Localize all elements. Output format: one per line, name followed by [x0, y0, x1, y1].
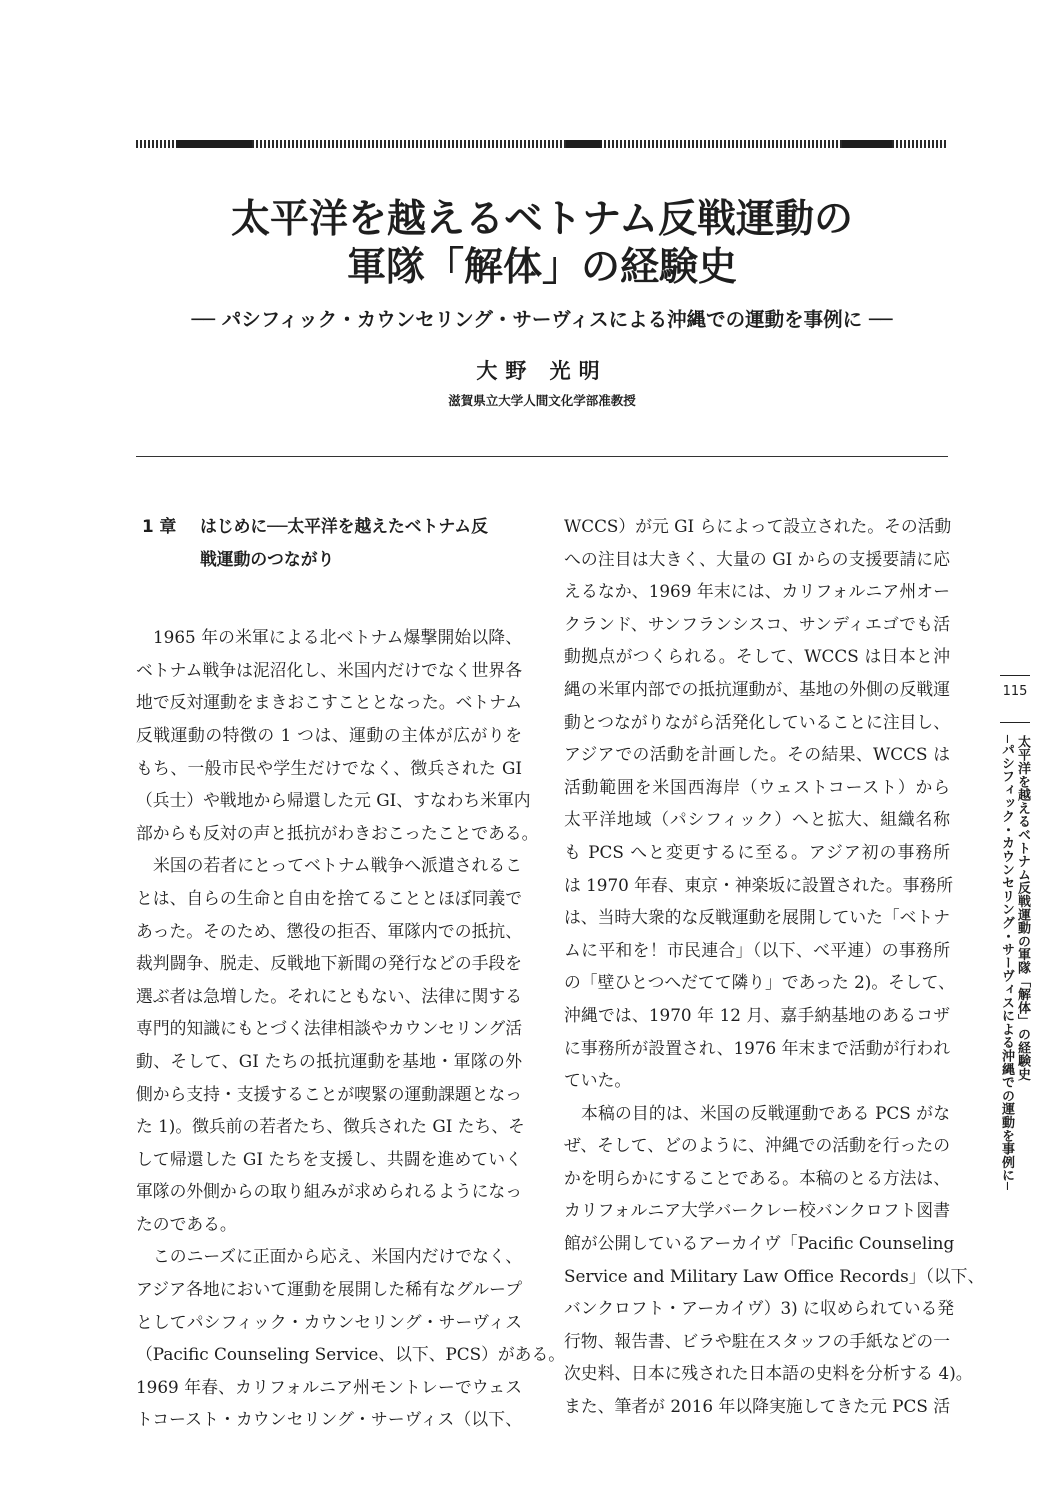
body-line: また、筆者が 2016 年以降実施してきた元 PCS 活 — [564, 1396, 950, 1417]
body-line: 1969 年春、カリフォルニア州モントレーでウェス — [136, 1376, 522, 1397]
body-line: 軍隊の外側からの取り組みが求められるようになっ — [136, 1181, 522, 1202]
page-number-rule-top — [1000, 675, 1030, 676]
chapter-title-line-1: はじめに──太平洋を越えたベトナム反 — [200, 516, 488, 536]
body-line: 反戦運動の特徴の 1 つは、運動の主体が広がりを — [136, 724, 522, 745]
chapter-number: 1 章 — [142, 516, 177, 536]
body-line: たのである。 — [136, 1213, 237, 1234]
body-line: 部からも反対の声と抵抗がわきおこったことである。 — [136, 822, 539, 843]
body-line: ベトナム戦争は泥沼化し、米国内だけでなく世界各 — [136, 659, 522, 680]
page-number: 115 — [1002, 684, 1028, 699]
page-number-rule-bottom — [1000, 722, 1030, 723]
chapter-heading — [136, 510, 522, 543]
chapter-title-line-2: 戦運動のつながり — [200, 548, 335, 569]
author-affiliation: 滋賀県立大学人間文化学部准教授 — [448, 393, 636, 408]
spacer — [136, 575, 522, 621]
body-line: このニーズに正面から応え、米国内だけでなく、 — [153, 1246, 523, 1267]
running-title-line-1: 太平洋を越えるベトナム反戦運動の軍隊「解体」の経験史 — [1015, 735, 1030, 1081]
body-line: （兵士）や戦地から帰還した元 GI、すなわち米軍内 — [136, 790, 531, 811]
body-line: も PCS へと変更するに至る。アジア初の事務所 — [564, 841, 950, 862]
body-line: アジア各地において運動を展開した稀有なグループ — [136, 1279, 522, 1300]
body-line: 動、そして、GI たちの抵抗運動を基地・軍隊の外 — [136, 1050, 522, 1071]
body-line: 太平洋地域（パシフィック）へと拡大、組織名称 — [564, 809, 950, 830]
body-line: 側から支持・支援することが喫緊の運動課題となっ — [136, 1083, 522, 1104]
article-subtitle: ── パシフィック・カウンセリング・サーヴィスによる沖縄での運動を事例に ── — [191, 308, 893, 331]
body-line: への注目は大きく、大量の GI からの支援要請に応 — [564, 548, 950, 569]
body-line: えるなか、1969 年末には、カリフォルニア州オー — [564, 581, 950, 602]
running-title-line-2: ─パシフィック・カウンセリング・サーヴィスによる沖縄での運動を事例に─ — [999, 735, 1014, 1191]
article-title-line-2: 軍隊「解体」の経験史 — [346, 245, 737, 290]
body-line: アジアでの活動を計画した。その結果、WCCS は — [564, 744, 950, 765]
body-line: 選ぶ者は急増した。それにともない、法律に関する — [136, 985, 522, 1006]
body-line: バンクロフト・アーカイヴ）3) に収められている発 — [564, 1298, 955, 1319]
body-line: して帰還した GI たちを支援し、共闘を進めていく — [136, 1148, 522, 1169]
body-line: 専門的知識にもとづく法律相談やカウンセリング活 — [136, 1018, 522, 1039]
body-line: Service and Military Law Office Records」（以下、 — [564, 1265, 985, 1286]
body-line: トコースト・カウンセリング・サーヴィス（以下、 — [136, 1409, 522, 1430]
body-line: の「壁ひとつへだてて隣り」であった 2)。そして、 — [564, 972, 955, 993]
body-line: 本稿の目的は、米国の反戦運動である PCS がな — [581, 1102, 950, 1123]
body-line: ムに平和を！市民連合」（以下、べ平連）の事務所 — [564, 939, 950, 960]
article-title-line-1: 太平洋を越えるベトナム反戦運動の — [230, 197, 854, 242]
body-line: もち、一般市民や学生だけでなく、徴兵された GI — [136, 757, 522, 778]
left-column — [136, 510, 566, 1436]
body-line: 館が公開しているアーカイヴ「Pacific Counseling — [564, 1233, 955, 1254]
body-line: WCCS）が元 GI らによって設立された。その活動 — [564, 516, 952, 536]
body-line: 行物、報告書、ビラや駐在スタッフの手紙などの一 — [564, 1330, 950, 1351]
right-column — [564, 510, 985, 1423]
body-line: ていた。 — [564, 1070, 632, 1091]
body-line: とは、自らの生命と自由を捨てることとほぼ同義で — [136, 887, 522, 908]
body-line: は、当時大衆的な反戦運動を展開していた「ベトナ — [564, 907, 950, 928]
body-line: クランド、サンフランシスコ、サンディエゴでも活 — [564, 613, 950, 634]
body-line: かを明らかにすることである。本稿のとる方法は、 — [564, 1167, 950, 1188]
body-line: 米国の若者にとってベトナム戦争へ派遣されるこ — [153, 855, 522, 876]
body-line: としてパシフィック・カウンセリング・サーヴィス — [136, 1311, 522, 1332]
body-line: 沖縄では、1970 年 12 月、嘉手納基地のあるコザ — [564, 1004, 950, 1025]
body-line: 動拠点がつくられる。そして、WCCS は日本と沖 — [564, 646, 950, 667]
body-line: 次史料、日本に残された日本語の史料を分析する 4)。 — [564, 1363, 973, 1384]
body-line: あった。そのため、懲役の拒否、軍隊内での抵抗、 — [136, 920, 522, 941]
body-line: （Pacific Counseling Service、以下、PCS）がある。 — [136, 1344, 566, 1365]
header-decorative-rule — [136, 140, 948, 148]
body-line: 裁判闘争、脱走、反戦地下新聞の発行などの手段を — [136, 953, 522, 974]
body-line: 縄の米軍内部での抵抗運動が、基地の外側の反戦運 — [564, 678, 950, 699]
body-line: に事務所が設置され、1976 年末まで活動が行われ — [564, 1037, 950, 1058]
body-line: ぜ、そして、どのように、沖縄での活動を行ったの — [564, 1135, 950, 1156]
author-name: 大野 光明 — [476, 359, 608, 383]
body-line: 地で反対運動をまきおこすこととなった。ベトナム — [136, 692, 522, 713]
body-line: カリフォルニア大学バークレー校バンクロフト図書 — [564, 1200, 950, 1221]
body-line: 動とつながりながら活発化していることに注目し、 — [564, 711, 950, 732]
body-line: は 1970 年春、東京・神楽坂に設置された。事務所 — [564, 874, 954, 895]
title-divider — [136, 456, 948, 457]
body-line: 1965 年の米軍による北ベトナム爆撃開始以降、 — [153, 627, 522, 648]
body-line: た 1)。徴兵前の若者たち、徴兵された GI たち、そ — [136, 1116, 525, 1137]
body-line: 活動範囲を米国西海岸（ウェストコースト）から — [564, 776, 950, 797]
